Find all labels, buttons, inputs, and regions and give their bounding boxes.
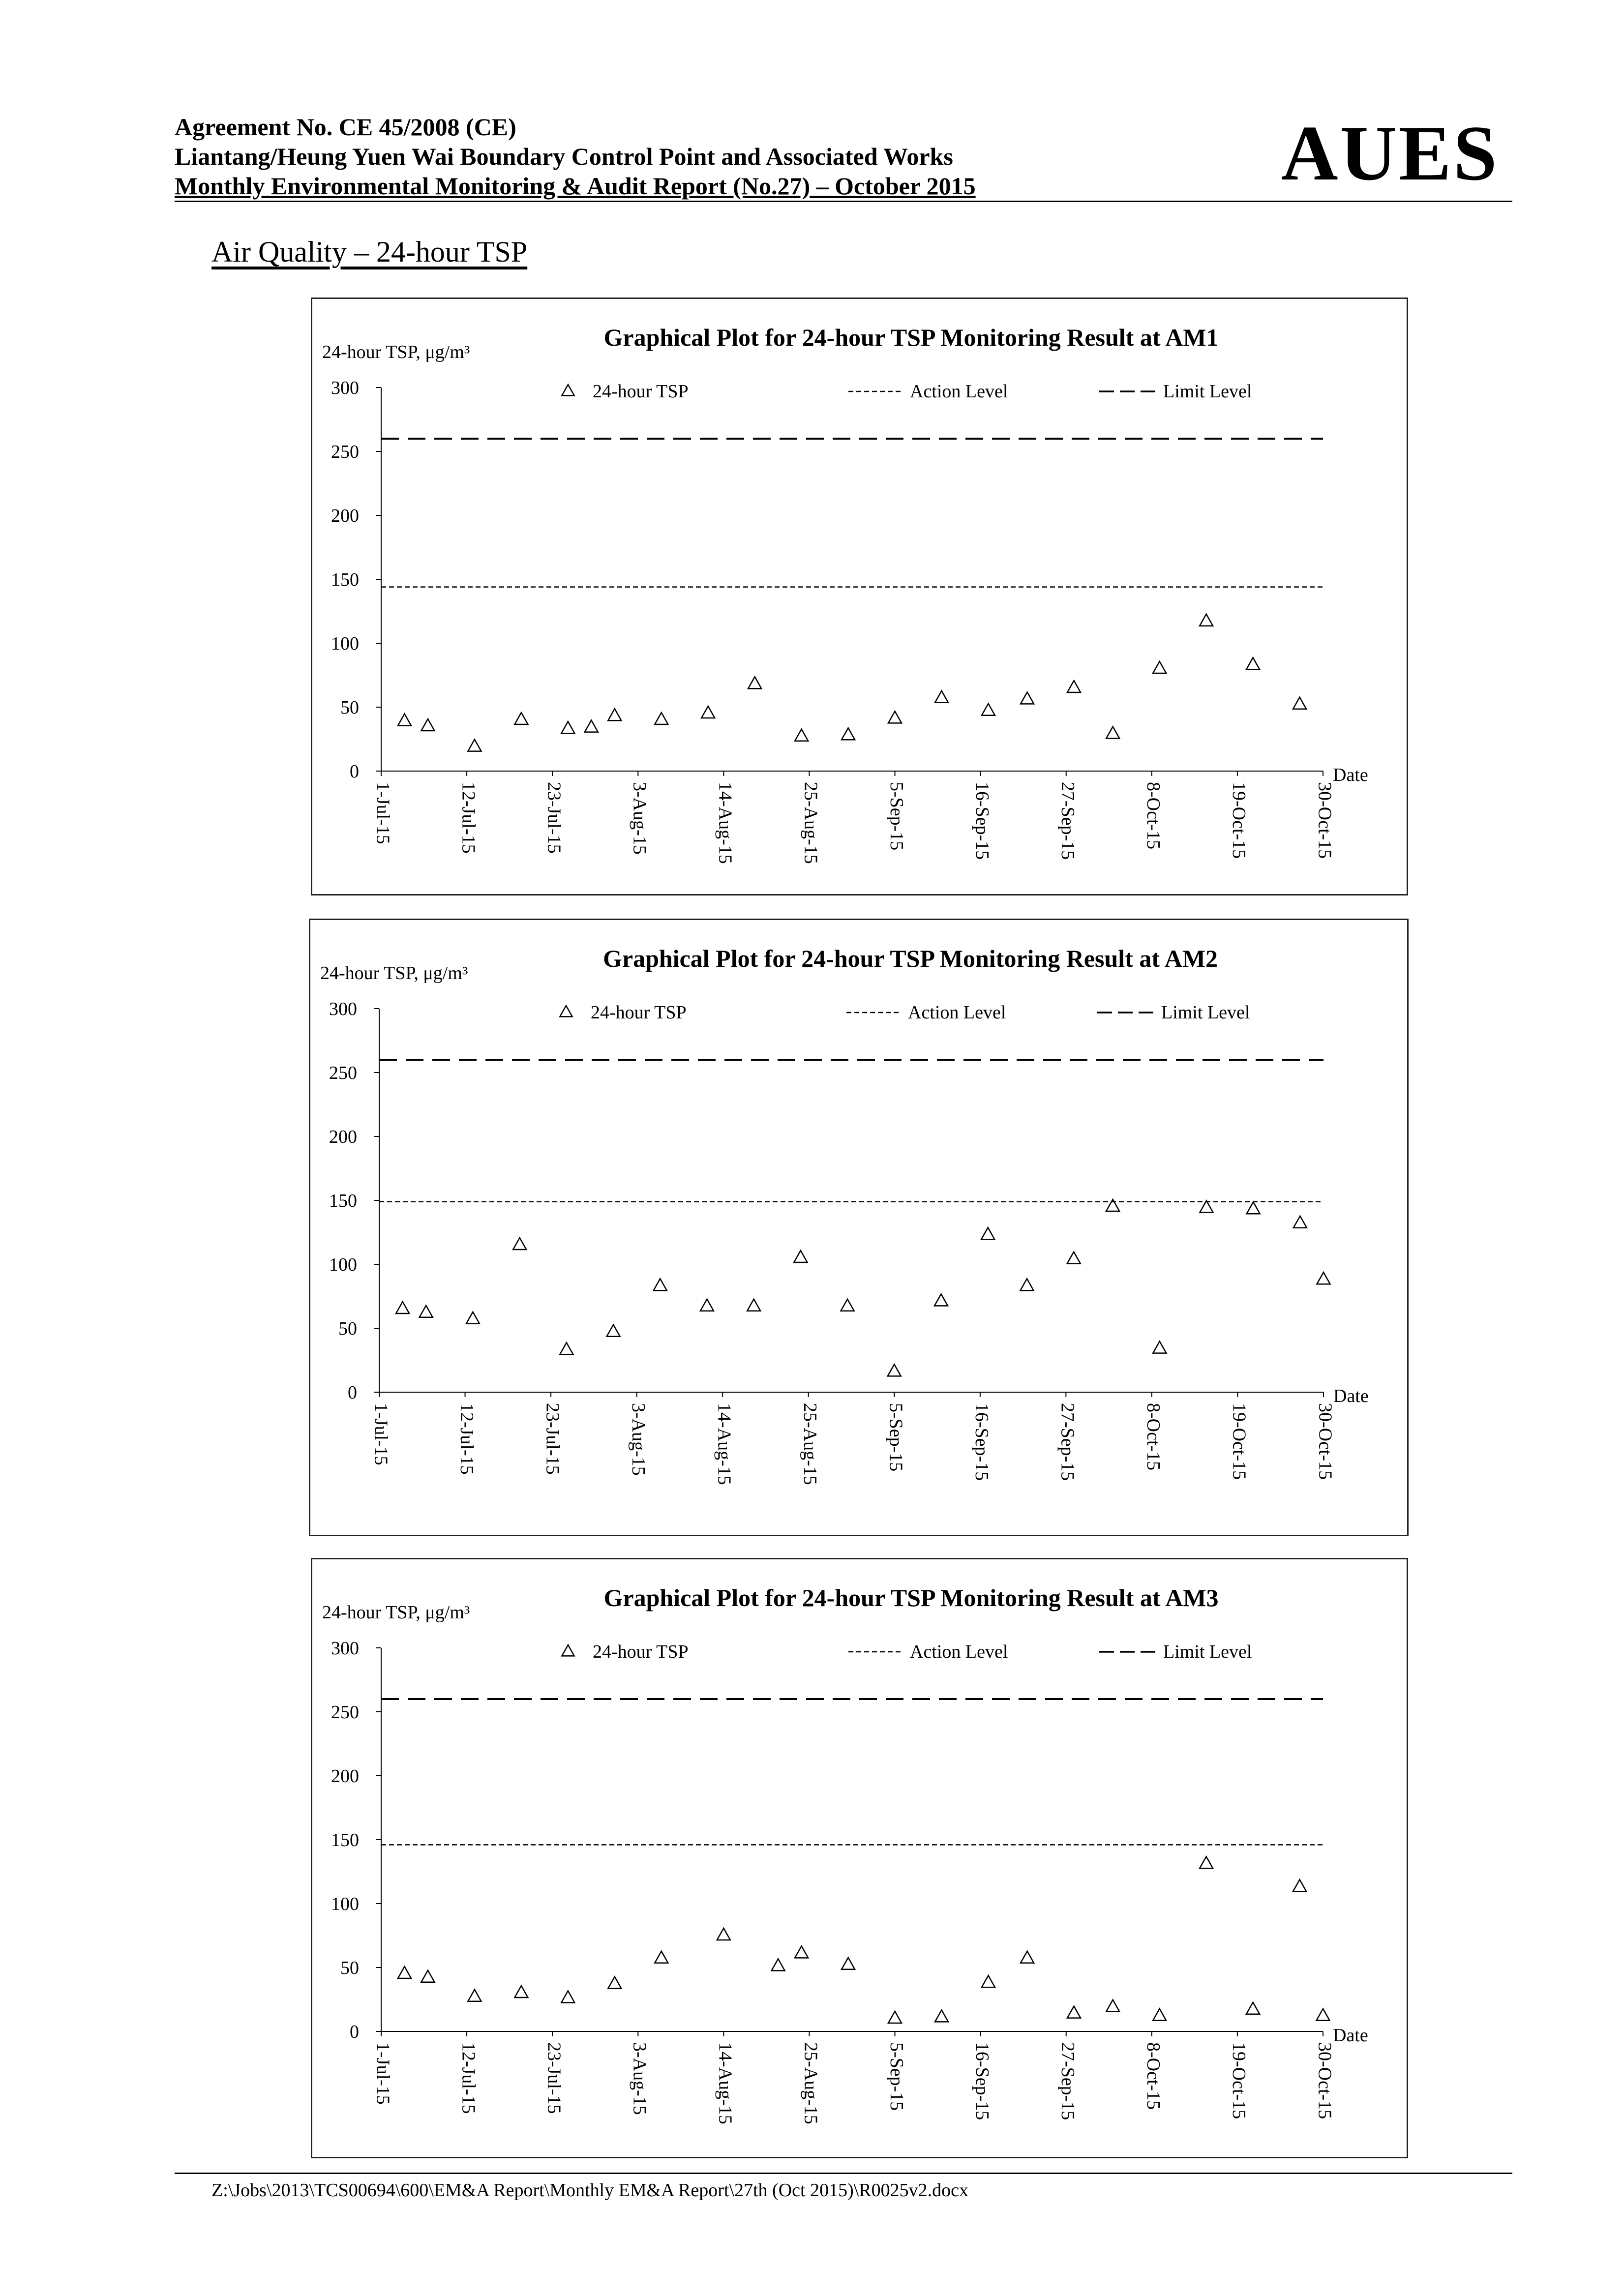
y-tick-label: 300: [331, 378, 359, 398]
x-tick-label: 3-Aug-15: [628, 1403, 649, 1476]
y-tick-label: 0: [350, 761, 359, 782]
y-tick-label: 50: [340, 697, 359, 718]
data-point: [935, 691, 948, 703]
data-point: [514, 1986, 528, 1998]
x-tick-label: 30-Oct-15: [1314, 2042, 1335, 2119]
data-point: [466, 1312, 480, 1324]
data-point: [396, 1302, 409, 1313]
y-tick-label: 150: [331, 569, 359, 590]
y-tick-label: 250: [331, 1702, 359, 1723]
data-point: [1293, 1216, 1307, 1228]
data-point: [1067, 2006, 1081, 2018]
data-point: [1317, 2009, 1330, 2021]
x-tick-label: 1-Jul-15: [372, 2042, 393, 2105]
data-point: [1247, 1202, 1260, 1214]
x-tick-label: 5-Sep-15: [886, 782, 907, 851]
y-tick-label: 200: [329, 1127, 357, 1147]
data-point: [398, 714, 411, 726]
legend-marker-tsp: [562, 1645, 574, 1656]
chart-title: Graphical Plot for 24-hour TSP Monitoring Result at AM3: [603, 1584, 1219, 1611]
footer-rule: [175, 2173, 1512, 2174]
x-tick-label: 25-Aug-15: [800, 1403, 821, 1485]
data-point: [1200, 614, 1213, 626]
data-point: [1067, 681, 1081, 692]
y-tick-label: 250: [329, 1063, 357, 1083]
x-tick-label: 12-Jul-15: [458, 782, 479, 854]
legend-label-limit: Limit Level: [1163, 381, 1252, 402]
legend-label-tsp: 24-hour TSP: [593, 1641, 689, 1662]
y-tick-label: 100: [331, 1894, 359, 1914]
data-point: [561, 721, 574, 733]
x-tick-label: 30-Oct-15: [1315, 1403, 1336, 1480]
aues-logo-text: AUES: [1281, 111, 1499, 194]
data-point: [935, 2010, 948, 2022]
data-point: [608, 1977, 621, 1989]
y-tick-label: 100: [329, 1254, 357, 1275]
data-point: [982, 1975, 995, 1987]
data-point: [888, 711, 902, 723]
x-tick-label: 19-Oct-15: [1229, 1403, 1250, 1480]
x-tick-label: 3-Aug-15: [629, 2042, 650, 2115]
y-tick-label: 300: [329, 999, 357, 1019]
data-point: [608, 709, 621, 720]
data-point: [1106, 2000, 1119, 2012]
y-tick-label: 0: [350, 2022, 359, 2042]
data-point: [607, 1325, 620, 1337]
x-tick-label: 27-Sep-15: [1057, 1403, 1078, 1481]
data-point: [795, 729, 808, 741]
x-tick-label: 23-Jul-15: [542, 1403, 563, 1475]
chart-title: Graphical Plot for 24-hour TSP Monitoring Result at AM2: [602, 945, 1218, 972]
data-point: [1153, 2009, 1166, 2021]
data-point: [794, 1251, 807, 1262]
data-point: [654, 1279, 667, 1290]
section-title: Air Quality – 24-hour TSP: [211, 236, 528, 268]
data-point: [1153, 1342, 1166, 1353]
y-axis-label: 24-hour TSP, μg/m³: [322, 342, 470, 362]
legend-label-action: Action Level: [908, 1002, 1006, 1023]
chart-am2: [309, 919, 1409, 1536]
data-point: [1200, 1856, 1213, 1868]
y-tick-label: 200: [331, 506, 359, 526]
data-point: [1021, 1951, 1034, 1963]
data-point: [585, 720, 598, 732]
legend-label-limit: Limit Level: [1161, 1002, 1250, 1023]
x-tick-label: 19-Oct-15: [1229, 782, 1250, 859]
data-point: [1021, 692, 1034, 704]
data-point: [1317, 1272, 1330, 1284]
data-point: [1153, 661, 1166, 673]
x-tick-label: 25-Aug-15: [800, 782, 821, 864]
x-tick-label: 14-Aug-15: [714, 1403, 735, 1485]
data-point: [700, 1299, 714, 1311]
y-tick-label: 50: [340, 1958, 359, 1978]
x-tick-label: 8-Oct-15: [1143, 782, 1164, 850]
data-point: [514, 713, 528, 724]
data-point: [701, 706, 715, 718]
x-tick-label: 25-Aug-15: [800, 2042, 821, 2124]
y-tick-label: 150: [331, 1830, 359, 1850]
legend-label-action: Action Level: [910, 381, 1008, 402]
chart-title: Graphical Plot for 24-hour TSP Monitoring Result at AM1: [603, 324, 1219, 351]
data-point: [468, 740, 481, 751]
data-point: [1293, 1879, 1306, 1891]
y-tick-label: 250: [331, 442, 359, 462]
chart-am3-svg: [312, 1559, 1407, 2157]
data-point: [1293, 697, 1306, 709]
data-point: [934, 1294, 948, 1306]
legend-marker-tsp: [560, 1006, 572, 1016]
data-point: [888, 1364, 901, 1376]
legend-label-action: Action Level: [910, 1641, 1008, 1662]
report-line: Monthly Environmental Monitoring & Audit Report (No.27) – October 2015: [175, 172, 976, 200]
y-tick-label: 200: [331, 1766, 359, 1787]
data-point: [420, 1306, 433, 1317]
x-axis-label: Date: [1333, 2025, 1368, 2046]
data-point: [888, 2011, 902, 2023]
data-point: [717, 1928, 730, 1940]
x-tick-label: 23-Jul-15: [543, 782, 565, 854]
data-point: [747, 1299, 760, 1311]
y-tick-label: 150: [329, 1191, 357, 1211]
report-header: [175, 112, 976, 201]
data-point: [772, 1959, 785, 1970]
data-point: [561, 1991, 574, 2002]
header-rule: [175, 201, 1512, 202]
data-point: [560, 1342, 573, 1354]
x-tick-label: 30-Oct-15: [1314, 782, 1335, 859]
data-point: [655, 1951, 668, 1963]
y-tick-label: 300: [331, 1638, 359, 1659]
x-tick-label: 12-Jul-15: [456, 1403, 477, 1475]
x-tick-label: 27-Sep-15: [1057, 2042, 1079, 2120]
x-tick-label: 1-Jul-15: [370, 1403, 391, 1465]
data-point: [398, 1967, 411, 1978]
data-point: [421, 719, 434, 731]
data-point: [655, 713, 668, 724]
data-point: [1200, 1201, 1213, 1213]
y-tick-label: 100: [331, 633, 359, 654]
y-axis-label: 24-hour TSP, μg/m³: [322, 1602, 470, 1623]
data-point: [1106, 727, 1119, 739]
chart-am1-svg: [312, 299, 1407, 894]
footer-file-path: Z:\Jobs\2013\TCS00694\600\EM&A Report\Monthly EM&A Report\27th (Oct 2015)\R0025v2.docx: [211, 2180, 968, 2201]
x-tick-label: 16-Sep-15: [971, 1403, 992, 1481]
x-tick-label: 1-Jul-15: [372, 782, 393, 844]
x-tick-label: 14-Aug-15: [715, 2042, 736, 2124]
x-tick-label: 16-Sep-15: [971, 782, 992, 860]
x-tick-label: 5-Sep-15: [886, 2042, 907, 2111]
y-axis-label: 24-hour TSP, μg/m³: [320, 963, 468, 984]
x-axis-label: Date: [1333, 765, 1368, 785]
chart-am1: [311, 298, 1408, 895]
x-tick-label: 14-Aug-15: [715, 782, 736, 864]
legend-label-limit: Limit Level: [1163, 1641, 1252, 1662]
y-tick-label: 0: [348, 1382, 357, 1403]
data-point: [1246, 657, 1260, 669]
data-point: [841, 1299, 854, 1311]
chart-am2-svg: [310, 920, 1407, 1535]
data-point: [513, 1238, 526, 1250]
data-point: [421, 1970, 434, 1982]
x-tick-label: 8-Oct-15: [1143, 2042, 1164, 2110]
data-point: [1021, 1279, 1034, 1290]
project-line: Liantang/Heung Yuen Wai Boundary Control Point and Associated Works: [175, 143, 953, 170]
x-tick-label: 16-Sep-15: [971, 2042, 992, 2120]
legend-marker-tsp: [562, 385, 574, 395]
data-point: [468, 1990, 481, 2001]
data-point: [981, 1227, 994, 1239]
x-tick-label: 12-Jul-15: [458, 2042, 479, 2114]
x-axis-label: Date: [1333, 1386, 1369, 1406]
x-tick-label: 5-Sep-15: [885, 1403, 906, 1472]
x-tick-label: 19-Oct-15: [1229, 2042, 1250, 2119]
agreement-line: Agreement No. CE 45/2008 (CE): [175, 113, 516, 141]
data-point: [748, 677, 761, 688]
y-tick-label: 50: [338, 1318, 357, 1339]
data-point: [842, 1958, 855, 1969]
data-point: [1067, 1252, 1081, 1264]
data-point: [982, 704, 995, 716]
data-point: [795, 1946, 808, 1958]
x-tick-label: 27-Sep-15: [1057, 782, 1079, 860]
chart-am3: [311, 1558, 1408, 2158]
x-tick-label: 23-Jul-15: [543, 2042, 565, 2114]
legend-label-tsp: 24-hour TSP: [591, 1002, 687, 1023]
legend-label-tsp: 24-hour TSP: [593, 381, 689, 402]
data-point: [842, 728, 855, 740]
data-point: [1246, 2002, 1260, 2014]
x-tick-label: 3-Aug-15: [629, 782, 650, 855]
aues-logo: [1281, 111, 1512, 194]
x-tick-label: 8-Oct-15: [1143, 1403, 1164, 1471]
